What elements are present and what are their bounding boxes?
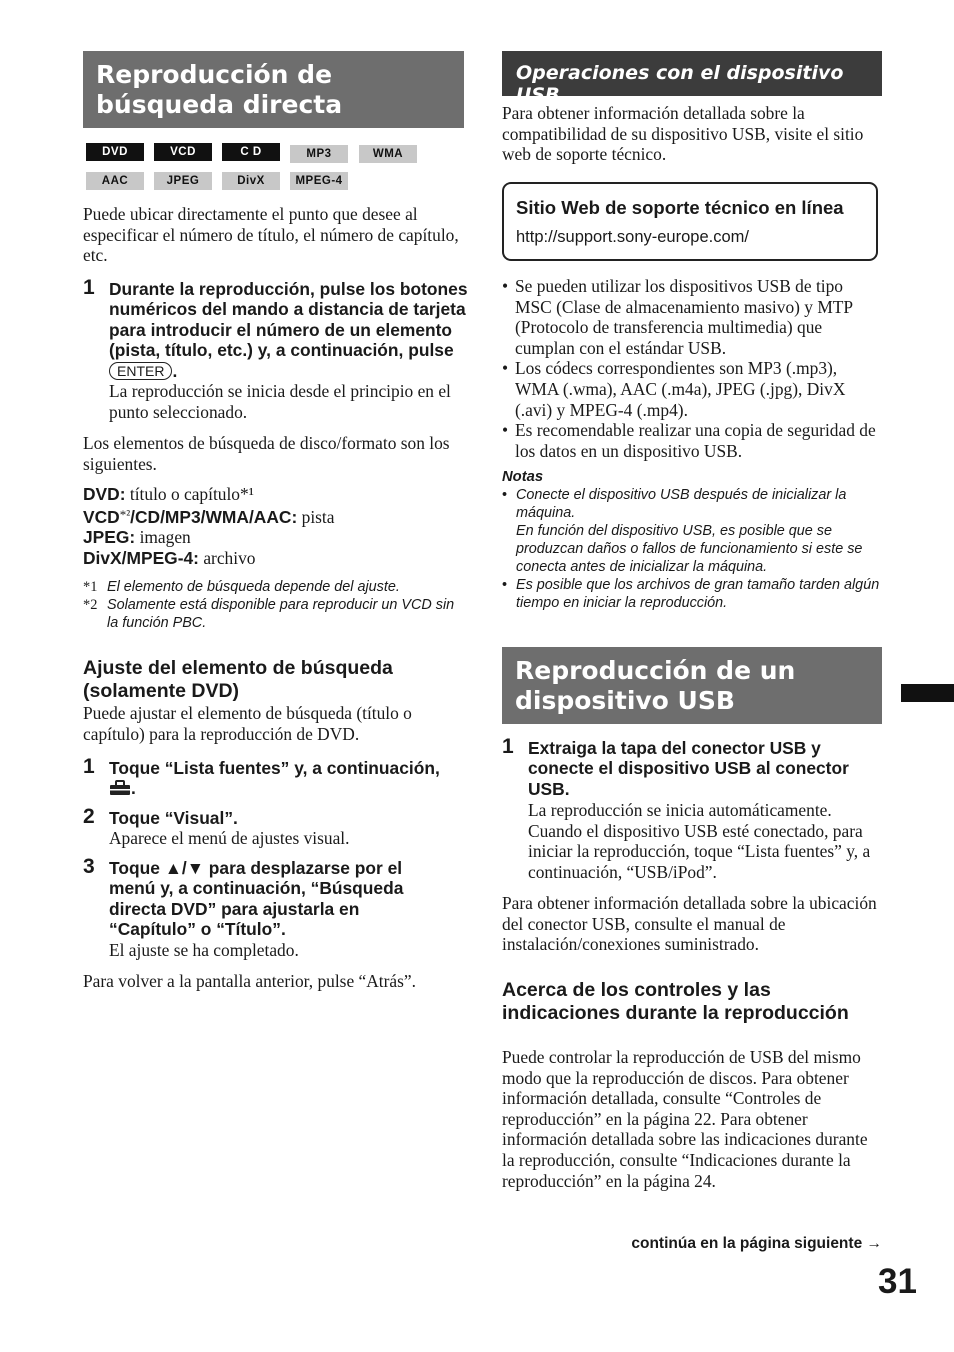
note-item <box>502 486 882 576</box>
support-website-title: Sitio Web de soporte técnico en línea <box>516 197 844 218</box>
step-title <box>109 758 464 801</box>
list-item: • Los códecs correspondientes son MP3 (.mp3), WMA (.wma), AAC (.m4a), JPEG (.jpg), DivX (.avi) y MPEG-4 (.mp4). <box>502 358 882 420</box>
search-item-label: DivX/MPEG-4: <box>83 547 199 568</box>
usb-play-section-title-text: Reproducción de un dispositivo USB <box>515 656 796 715</box>
search-section-title-text: Reproducción de búsqueda directa <box>96 60 343 119</box>
step-text: Aparece el menú de ajustes visual. <box>109 828 350 848</box>
step-title: Extraiga la tapa del conector USB y conecte el dispositivo USB al conector USB. <box>528 738 849 799</box>
format-badge-divx: DivX <box>222 172 280 190</box>
notes-list <box>502 486 882 612</box>
note-item <box>502 576 882 612</box>
list-item: • Se pueden utilizar los dispositivos USB de tipo MSC (Clase de almacenamiento masivo) y MTP (Protocolo de transferencia multimedia) que cumplan con el estándar USB. <box>502 276 882 358</box>
usb-location-text: Para obtener información detallada sobre la ubicación del conector USB, consulte el manual de instalación/conexiones suministrado. <box>502 893 877 955</box>
section-tab-marker <box>901 684 954 702</box>
format-badge-mp3: MP3 <box>290 145 348 163</box>
usb-info-list <box>502 276 882 461</box>
back-instruction: Para volver a la pantalla anterior, pulse “Atrás”. <box>83 971 416 991</box>
elements-intro: Los elementos de búsqueda de disco/formato son los siguientes. <box>83 433 450 474</box>
search-item <box>83 505 464 528</box>
arrow-right-icon: → <box>866 1235 882 1252</box>
format-badge-aac: AAC <box>86 172 144 190</box>
step-title: Toque ▲/▼ para desplazarse por el menú y, a continuación, “Búsqueda directa DVD” para ajustarla en “Capítulo” o “Título”. <box>109 858 404 940</box>
step-text: La reproducción se inicia automáticamente. Cuando el dispositivo USB esté conectado, para iniciar la reproducción, toque “Lista fuentes” y, a continuación, “USB/iPod”. <box>528 800 871 882</box>
step-title-text: Durante la reproducción, pulse los botones numéricos del mando a distancia de tarjeta para introducir el número de un elemento (pista, título, etc.) y, a continuación, pulse <box>109 279 468 361</box>
search-item-value: archivo <box>203 547 256 568</box>
format-badge-dvd: DVD <box>86 143 144 161</box>
controls-text: Puede controlar la reproducción de USB del mismo modo que la reproducción de discos. Para obtener información detallada, consulte “Controles de reproducción” en la página 22. Para obtener información detallada sobre las indicaciones durante la reproducción, consulte “Indicaciones durante la reproducción” en la página 24. <box>502 1047 868 1191</box>
dvd-subsection-title: Ajuste del elemento de búsqueda (solamente DVD) <box>83 657 393 702</box>
note-text: Es posible que los archivos de gran tamaño tarden algún tiempo en iniciar la reproducción. <box>516 577 880 611</box>
footnote-mark: *1 <box>83 579 98 595</box>
format-badge-jpeg: JPEG <box>154 172 212 190</box>
search-item-label: /CD/MP3/WMA/AAC: <box>130 506 298 527</box>
search-item-label: DVD: <box>83 484 126 504</box>
footnote-text: Solamente está disponible para reproducir un VCD sin la función PBC. <box>107 597 455 631</box>
step-title-end: . <box>131 778 136 799</box>
support-website-url[interactable]: http://support.sony-europe.com/ <box>516 228 749 246</box>
step-number: 2 <box>83 805 95 828</box>
step-title: Toque “Visual”. <box>109 808 238 828</box>
usb-ops-section-title-text: Operaciones con el dispositivo USB <box>516 62 844 106</box>
search-item-value: título o capítulo*¹ <box>129 484 254 504</box>
footnote <box>83 578 464 596</box>
search-intro: Puede ubicar directamente el punto que desee al especificar el número de título, el número de capítulo, etc. <box>83 204 459 266</box>
step-number: 1 <box>502 735 514 758</box>
usb-play-section-title <box>502 647 882 724</box>
step-number: 1 <box>83 276 95 299</box>
continue-text: continúa en la página siguiente <box>631 1235 863 1252</box>
usb-ops-intro: Para obtener información detallada sobre la compatibilidad de su dispositivo USB, visite el sitio web de soporte técnico. <box>502 103 864 165</box>
step-title-text: Toque “Lista fuentes” y, a continuación, <box>109 758 440 778</box>
usb-ops-section-title <box>502 51 882 106</box>
notes-title: Notas <box>502 469 544 485</box>
toolbox-icon <box>109 780 131 800</box>
step-title <box>109 279 469 381</box>
search-item <box>83 484 464 505</box>
support-website-box <box>502 182 878 261</box>
search-item-value: imagen <box>139 527 191 548</box>
search-item-label: VCD <box>83 506 120 527</box>
step-title-end: . <box>172 360 178 381</box>
format-badge-vcd: VCD <box>154 143 212 161</box>
format-badge-mpeg4: MPEG-4 <box>290 172 348 190</box>
footnote-mark: *2 <box>83 597 98 613</box>
note-text: Conecte el dispositivo USB después de inicializar la máquina. <box>516 487 847 521</box>
footnote <box>83 596 464 631</box>
step-number: 3 <box>83 855 95 878</box>
continue-next-page <box>631 1235 882 1253</box>
search-item <box>83 548 464 569</box>
step-text: La reproducción se inicia desde el principio en el punto seleccionado. <box>109 381 451 422</box>
dvd-subsection-intro: Puede ajustar el elemento de búsqueda (título o capítulo) para la reproducción de DVD. <box>83 703 412 744</box>
search-section-title <box>83 51 464 128</box>
format-badge-wma: WMA <box>359 145 417 163</box>
enter-key-icon: ENTER <box>109 362 172 380</box>
footnote-text: El elemento de búsqueda depende del ajuste. <box>107 579 400 595</box>
search-item-sup: *² <box>119 506 131 522</box>
list-item: • Es recomendable realizar una copia de seguridad de los datos en un dispositivo USB. <box>502 420 882 461</box>
controls-subsection-title: Acerca de los controles y las indicaciones durante la reproducción <box>502 979 849 1024</box>
search-item-value: pista <box>301 506 335 527</box>
step-text: El ajuste se ha completado. <box>109 940 299 960</box>
page-number: 31 <box>878 1262 917 1301</box>
step-number: 1 <box>83 755 95 778</box>
search-item-label: JPEG: <box>83 527 136 548</box>
search-items-list <box>83 484 464 568</box>
search-item <box>83 527 464 548</box>
note-extra: En función del dispositivo USB, es posible que se produzcan daños o fallos de funcionamiento si este se conecta antes de inicializar la máquina. <box>516 523 863 575</box>
format-badge-cd: C D <box>222 143 280 161</box>
